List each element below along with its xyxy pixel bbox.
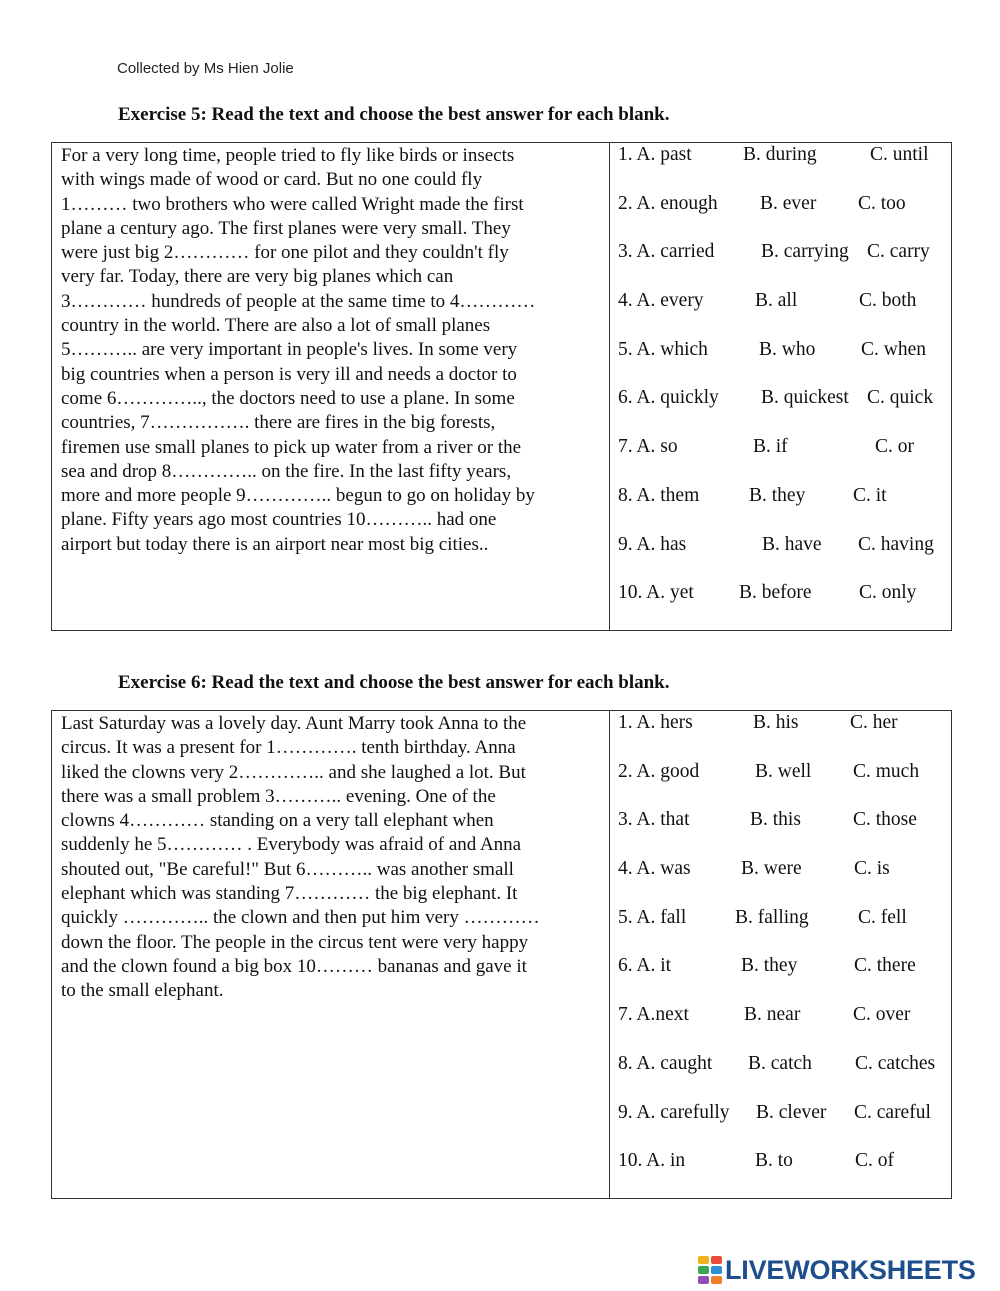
option-a: 8. A. caught (618, 1052, 713, 1074)
option-c: C. there (854, 955, 916, 977)
option-c: C. quick (867, 387, 934, 409)
option-c: C. when (861, 338, 926, 360)
passage-line: Last Saturday was a lovely day. Aunt Marry took Anna to the (61, 713, 527, 734)
option-b: B. if (753, 436, 788, 458)
option-b: B. before (739, 582, 812, 604)
option-b: B. falling (735, 906, 809, 928)
passage-line: sea and drop 8………….. on the fire. In the last fifty years, (61, 460, 512, 482)
passage-line: firemen use small planes to pick up water from a river or the (61, 436, 522, 458)
option-b: B. carrying (761, 241, 849, 263)
question-options-row (618, 582, 953, 631)
credit-line: Collected by Ms Hien Jolie (117, 60, 294, 77)
option-a: 6. A. quickly (618, 387, 719, 409)
question-options-row (618, 534, 953, 583)
option-c: C. it (853, 484, 887, 506)
column-divider (609, 143, 610, 630)
exercise-6-options (618, 712, 953, 1199)
passage-line: For a very long time, people tried to fly like birds or insects (61, 145, 515, 166)
option-a: 1. A. past (618, 144, 692, 165)
passage-line: liked the clowns very 2………….. and she laughed a lot. But (61, 761, 526, 783)
question-options-row (618, 241, 953, 290)
option-b: B. were (741, 858, 802, 880)
option-b: B. quickest (761, 387, 849, 409)
option-b: B. ever (760, 192, 817, 214)
option-a: 10. A. in (618, 1150, 686, 1172)
question-options-row (618, 1004, 953, 1053)
option-a: 2. A. enough (618, 192, 718, 214)
option-c: C. much (853, 760, 920, 782)
option-c: C. only (859, 582, 917, 604)
question-options-row (618, 387, 953, 436)
passage-line: elephant which was standing 7………… the big elephant. It (61, 883, 518, 905)
passage-line: clowns 4………… standing on a very tall elephant when (61, 810, 494, 832)
option-c: C. too (858, 192, 906, 214)
question-options-row (618, 955, 953, 1004)
question-options-row (618, 712, 953, 761)
option-b: B. have (762, 533, 822, 555)
question-options-row (618, 290, 953, 339)
exercise-5-table (51, 142, 952, 631)
option-a: 6. A. it (618, 955, 672, 977)
option-b: B. his (753, 712, 799, 733)
option-b: B. all (755, 290, 798, 312)
option-c: C. both (859, 290, 917, 312)
question-options-row (618, 485, 953, 534)
question-options-row (618, 809, 953, 858)
option-b: B. clever (756, 1101, 827, 1123)
option-c: C. her (850, 712, 898, 733)
passage-line: there was a small problem 3……….. evening. One of the (61, 785, 496, 807)
option-b: B. they (749, 484, 806, 506)
exercise-5-title: Exercise 5: Read the text and choose the best answer for each blank. (118, 104, 670, 125)
exercise-6-passage (61, 712, 605, 1004)
option-a: 5. A. which (618, 338, 708, 360)
option-b: B. well (755, 760, 812, 782)
option-a: 3. A. that (618, 809, 690, 831)
passage-line: 1……… two brothers who were called Wright made the first (61, 193, 524, 215)
option-b: B. during (743, 144, 817, 165)
exercise-6-title: Exercise 6: Read the text and choose the best answer for each blank. (118, 672, 670, 693)
exercise-6-table (51, 710, 952, 1199)
option-c: C. of (855, 1150, 894, 1172)
passage-line: circus. It was a present for 1…………. tenth birthday. Anna (61, 737, 516, 759)
exercise-5-passage (61, 144, 605, 557)
option-a: 4. A. every (618, 290, 704, 312)
option-b: B. who (759, 338, 816, 360)
option-a: 3. A. carried (618, 241, 715, 263)
passage-line: and the clown found a big box 10……… bananas and gave it (61, 955, 527, 977)
passage-line: quickly ………….. the clown and then put him very ………… (61, 907, 540, 929)
question-options-row (618, 339, 953, 388)
question-options-row (618, 1102, 953, 1151)
option-c: C. those (853, 809, 917, 831)
option-a: 5. A. fall (618, 906, 687, 928)
passage-line: big countries when a person is very ill and needs a doctor to (61, 363, 517, 385)
exercise-5-options (618, 144, 953, 631)
option-c: C. careful (854, 1101, 931, 1123)
question-options-row (618, 436, 953, 485)
passage-line: airport but today there is an airport near most big cities.. (61, 533, 489, 555)
question-options-row (618, 907, 953, 956)
option-a: 9. A. carefully (618, 1101, 730, 1123)
passage-line: country in the world. There are also a lot of small planes (61, 315, 491, 337)
liveworksheets-logo-icon (698, 1256, 722, 1284)
option-b: B. near (744, 1004, 801, 1026)
logo-text: LIVEWORKSHEETS (725, 1254, 976, 1285)
passage-line: 3………… hundreds of people at the same time to 4………… (61, 290, 536, 312)
option-a: 7. A. so (618, 436, 678, 458)
question-options-row (618, 193, 953, 242)
question-options-row (618, 858, 953, 907)
liveworksheets-logo (698, 1254, 976, 1286)
option-b: B. to (755, 1150, 793, 1172)
option-c: C. over (853, 1004, 911, 1026)
passage-line: very far. Today, there are very big planes which can (61, 266, 454, 288)
passage-line: shouted out, "Be careful!" But 6……….. was another small (61, 858, 514, 880)
option-c: C. or (875, 436, 914, 458)
column-divider (609, 711, 610, 1198)
option-a: 10. A. yet (618, 582, 694, 604)
option-c: C. is (854, 858, 890, 880)
option-a: 2. A. good (618, 760, 700, 782)
passage-line: to the small elephant. (61, 980, 224, 1002)
passage-line: with wings made of wood or card. But no one could fly (61, 169, 483, 191)
option-c: C. until (870, 144, 929, 165)
question-options-row (618, 1150, 953, 1199)
option-a: 4. A. was (618, 858, 691, 880)
option-a: 1. A. hers (618, 712, 693, 733)
passage-line: 5……….. are very important in people's lives. In some very (61, 339, 518, 361)
option-c: C. fell (858, 906, 907, 928)
option-c: C. catches (855, 1052, 936, 1074)
option-c: C. having (858, 533, 934, 555)
passage-line: plane a century ago. The first planes were very small. They (61, 217, 511, 239)
passage-line: were just big 2………… for one pilot and they couldn't fly (61, 242, 509, 264)
passage-line: come 6………….., the doctors need to use a plane. In some (61, 387, 515, 409)
question-options-row (618, 1053, 953, 1102)
option-c: C. carry (867, 241, 930, 263)
passage-line: down the floor. The people in the circus tent were very happy (61, 931, 529, 953)
passage-line: plane. Fifty years ago most countries 10……….. had one (61, 509, 497, 531)
question-options-row (618, 761, 953, 810)
option-b: B. they (741, 955, 798, 977)
option-b: B. catch (748, 1052, 812, 1074)
passage-line: more and more people 9………….. begun to go on holiday by (61, 485, 535, 507)
passage-line: countries, 7……………. there are fires in the big forests, (61, 412, 496, 434)
option-a: 8. A. them (618, 484, 700, 506)
option-a: 9. A. has (618, 533, 687, 555)
option-a: 7. A.next (618, 1004, 689, 1026)
question-options-row (618, 144, 953, 193)
option-b: B. this (750, 809, 801, 831)
passage-line: suddenly he 5………… . Everybody was afraid of and Anna (61, 834, 522, 856)
